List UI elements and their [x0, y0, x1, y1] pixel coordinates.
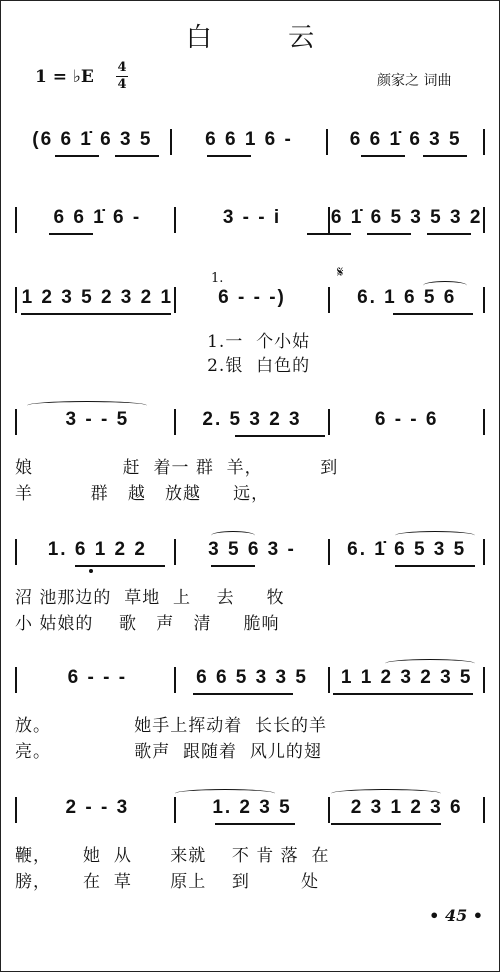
lyrics-verse-2: 2.银 白色的	[15, 356, 311, 376]
staff-row-4	[15, 409, 485, 519]
lyrics-verse-2: 羊 群 越 放越 远，	[15, 484, 270, 504]
lyrics-verse-2: 小 姑娘的 歌 声 清 脆响	[15, 614, 280, 634]
measure: 6 - - -)	[174, 287, 329, 313]
measure: 1 1 2 3 2 3 5	[328, 667, 485, 693]
lyrics-verse-1: 1.一 个小姑	[15, 332, 311, 352]
lyrics-verse-2: 亮。 歌声 跟随着 风儿的翅	[15, 742, 322, 762]
staff-row-3	[15, 263, 485, 397]
measure: 3 - - i	[174, 207, 329, 233]
measure: 6 1̇ 6 5 3 5 3 2	[328, 207, 485, 233]
lyrics-verse-2: 膀， 在 草 原上 到 处	[15, 872, 320, 892]
measure: 6 6 5 3 3 5	[174, 667, 329, 693]
lyrics-verse-1: 放。 她手上挥动着 长长的羊	[15, 716, 328, 736]
note-line	[15, 287, 485, 313]
note-line	[15, 409, 485, 435]
measure: 6 6 1̇ 6 -	[15, 207, 174, 233]
volta-mark: 1.	[211, 271, 224, 286]
measure: 3 5 6 3 -	[174, 539, 329, 565]
measure: 2 3 1 2 3 6	[328, 797, 485, 823]
measure: 2. 5 3 2 3	[174, 409, 329, 435]
segno-mark: 𝄋	[337, 263, 344, 281]
key-signature: 1 = ♭E	[35, 67, 94, 87]
page-number: • 45 •	[429, 906, 483, 925]
lyrics-verse-1: 娘 赶 着一 群 羊， 到	[15, 458, 339, 478]
measure: 2 - - 3	[15, 797, 174, 823]
measure: 6. 1̇ 6 5 3 5	[328, 539, 485, 565]
measure: 1 2 3 5 2 3 2 1	[15, 287, 174, 313]
measure: (6 6 1̇ 6 3 5	[32, 129, 153, 150]
time-signature	[116, 61, 128, 92]
staff-row-6	[15, 667, 485, 777]
note-line	[15, 667, 485, 693]
staff-row-7	[15, 797, 485, 907]
staff-row-5	[15, 539, 485, 649]
note-line	[15, 539, 485, 565]
note-line	[15, 797, 485, 823]
measure: 6 - - 6	[328, 409, 485, 435]
note-line	[15, 129, 485, 155]
measure: 6 6 1̇ 6 3 5	[326, 129, 485, 155]
measure: 1. 6 1 2 2	[15, 539, 174, 565]
measure: 3 - - 5	[15, 409, 174, 435]
note-line	[15, 207, 485, 233]
song-title: 白 云	[185, 23, 349, 53]
measure: 6. 1 6 5 6	[328, 287, 485, 313]
lyrics-verse-1: 沼 池那边的 草地 上 去 牧	[15, 588, 285, 608]
measure: 6 - - -	[15, 667, 174, 693]
measure: 6 6 1 6 -	[170, 129, 327, 155]
lyrics-verse-1: 鞭， 她 从 来就 不 肯 落 在	[15, 846, 330, 866]
meter-bottom: 4	[117, 77, 127, 92]
credit-line: 颜家之 词曲	[377, 73, 452, 89]
measure: 1. 2 3 5	[174, 797, 329, 823]
meter-top: 4	[117, 60, 127, 75]
